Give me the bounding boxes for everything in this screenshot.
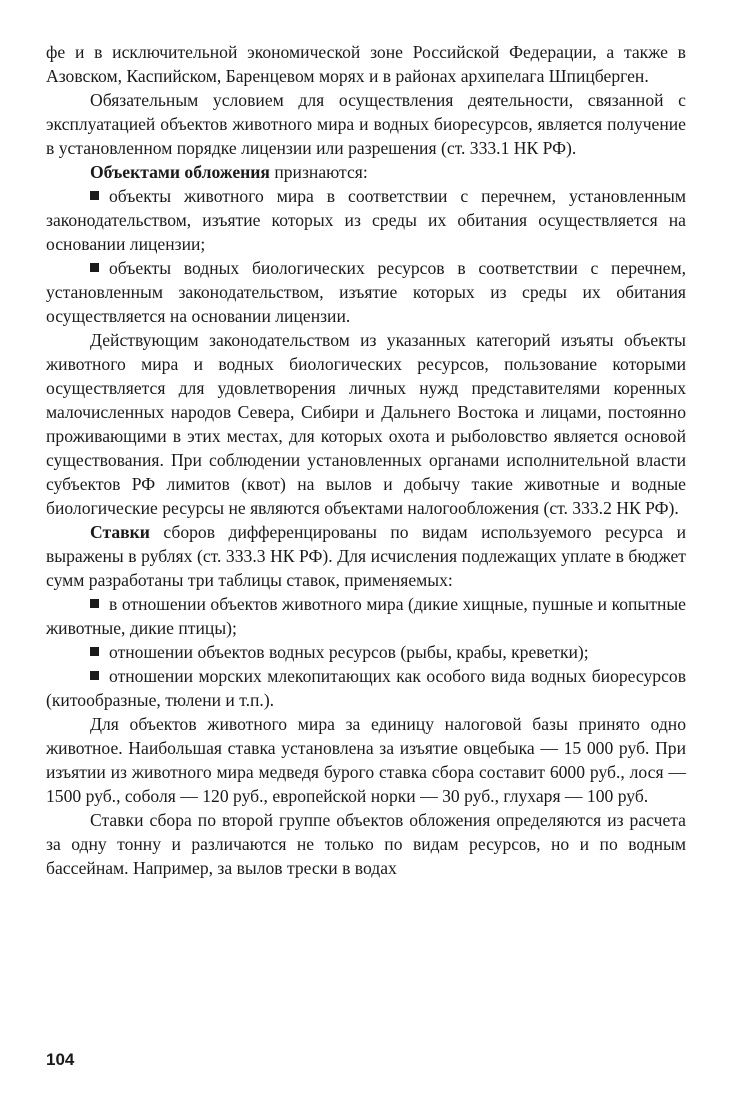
rates-rest: сборов дифференцированы по видам используемого ресурса и выражены в рублях (ст. 333.3 НК РФ). Для исчисления подлежащих уплате в бюджет сумм разработаны три таблицы ставок, применяемых: xyxy=(46,522,686,590)
square-bullet-icon xyxy=(90,263,99,272)
list-item: в отношении объектов животного мира (дикие хищные, пушные и копытные животные, дикие птицы); xyxy=(46,594,686,638)
square-bullet-icon xyxy=(90,191,99,200)
list-item: отношении объектов водных ресурсов (рыбы, крабы, креветки); xyxy=(46,640,686,664)
page-number: 104 xyxy=(46,1050,75,1069)
square-bullet-icon xyxy=(90,647,99,656)
list-item: отношении морских млекопитающих как особого вида водных биоресурсов (китообразные, тюлени и т.п.). xyxy=(46,666,686,710)
page-body xyxy=(46,40,686,880)
paragraph-water-rates: Ставки сбора по второй группе объектов обложения определяются из расчета за одну тонну и различаются не только по видам ресурсов, но и по водным бассейнам. Например, за вылов трески в водах xyxy=(46,810,686,878)
paragraph-animal-rates: Для объектов животного мира за единицу налоговой базы принято одно животное. Наибольшая ставка установлена за изъятие овцебыка — 15 000 руб. При изъятии из животного мира медведя бурого ставка сбора составит 6000 руб., лося — 1500 руб., соболя — 120 руб., европейской норки — 30 руб., глухаря — 100 руб. xyxy=(46,714,686,806)
paragraph-continuation: фе и в исключительной экономической зоне Российской Федерации, а также в Азовском, Каспийском, Баренцевом морях и в районах архипелага Шпицберген. xyxy=(46,42,686,86)
list-item: объекты водных биологических ресурсов в соответствии с перечнем, установленным законодательством, изъятие которых из среды их обитания осуществляется на основании лицензии. xyxy=(46,258,686,326)
paragraph-objects-heading xyxy=(46,160,686,184)
square-bullet-icon xyxy=(90,599,99,608)
paragraph-license-condition: Обязательным условием для осуществления деятельности, связанной с эксплуатацией объектов животного мира и водных биоресурсов, является получение в установленном порядке лицензии или разрешения (ст. 333.1 НК РФ). xyxy=(46,90,686,158)
objects-heading-rest: признаются: xyxy=(269,162,368,182)
paragraph-exemptions: Действующим законодательством из указанных категорий изъяты объекты животного мира и водных биологических ресурсов, пользование которыми осуществляется для удовлетворения личных нужд представителями коренных малочисленных народов Севера, Сибири и Дальнего Востока и лицами, постоянно проживающими в этих местах, для которых охота и рыболовство является основой существования. При соблюдении установленных органами исполнительной власти субъектов РФ лимитов (квот) на вылов и добычу такие животные и водные биологические ресурсы не являются объектами налогообложения (ст. 333.2 НК РФ). xyxy=(46,330,686,518)
square-bullet-icon xyxy=(90,671,99,680)
term-rates: Ставки xyxy=(90,522,150,542)
paragraph-rates xyxy=(46,520,686,592)
term-objects: Объектами обложения xyxy=(90,162,270,182)
list-item: объекты животного мира в соответствии с перечнем, установленным законодательством, изъятие которых из среды их обитания осуществляется на основании лицензии; xyxy=(46,186,686,254)
